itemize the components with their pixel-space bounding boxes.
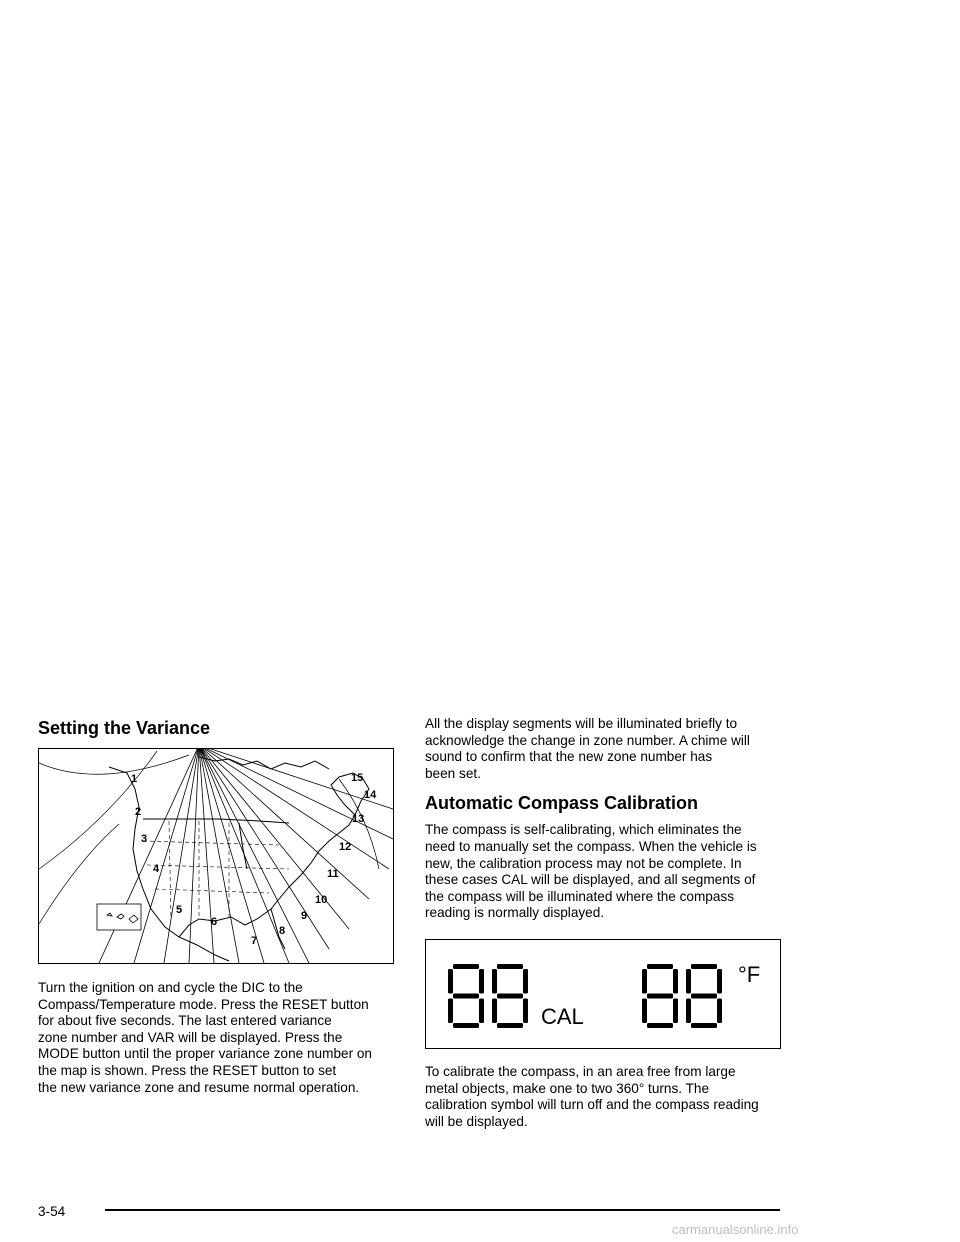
zone-label-3: 3 (141, 833, 148, 845)
page-number: 3-54 (38, 1204, 66, 1219)
section-heading-variance: Setting the Variance (38, 718, 211, 738)
zone-label-7: 7 (251, 935, 258, 947)
calibration-description: The compass is self-calibrating, which eliminates the need to manually set the compass. When the vehicle is new, the calibration process may not be complete. In these cases CAL will be displayed, and all segments of the compass will be illuminated where the compass reading is normally displayed. (425, 822, 757, 921)
calibration-instructions: To calibrate the compass, in an area free from large metal objects, make one to two 360° turns. The calibration symbol will turn off and the compass reading will be displayed. (425, 1063, 759, 1129)
footer-rule (105, 1209, 780, 1211)
zone-label-15: 15 (351, 772, 364, 784)
zone-label-8: 8 (279, 925, 286, 937)
zone-label-5: 5 (176, 904, 183, 916)
compass-display-illustration (425, 939, 781, 1049)
zone-label-11: 11 (327, 868, 339, 880)
zone-label-9: 9 (301, 910, 308, 922)
zone-label-14: 14 (364, 789, 377, 801)
north-america-map-drawing (39, 749, 393, 963)
lcd-segments (426, 940, 780, 1048)
left-column (38, 716, 394, 1096)
zone-label-1: 1 (131, 773, 138, 785)
watermark: carmanualsonline.info (672, 1222, 799, 1237)
variance-zone-map (38, 748, 394, 964)
zone-label-2: 2 (135, 806, 142, 818)
zone-label-10: 10 (315, 894, 328, 906)
right-column (425, 716, 781, 1130)
zone-label-13: 13 (352, 813, 365, 825)
zone-label-12: 12 (339, 841, 352, 853)
zone-label-4: 4 (153, 863, 160, 875)
section-heading-calibration: Automatic Compass Calibration (425, 793, 699, 814)
temperature-unit-indicator: °F (738, 961, 761, 987)
variance-instructions: Turn the ignition on and cycle the DIC to the Compass/Temperature mode. Press the RESET button for about five seconds. The last entered variance zone number and VAR will be displayed. Press the MODE button until the proper variance zone number on the map is shown. Press the RESET button to set the new variance zone and resume normal operation. (38, 980, 372, 1095)
segments-illuminated-text: All the display segments will be illuminated briefly to acknowledge the change in zone number. A chime will sound to confirm that the new zone number has been set. (425, 716, 750, 781)
cal-indicator: CAL (541, 1003, 584, 1029)
zone-label-6: 6 (211, 916, 218, 928)
